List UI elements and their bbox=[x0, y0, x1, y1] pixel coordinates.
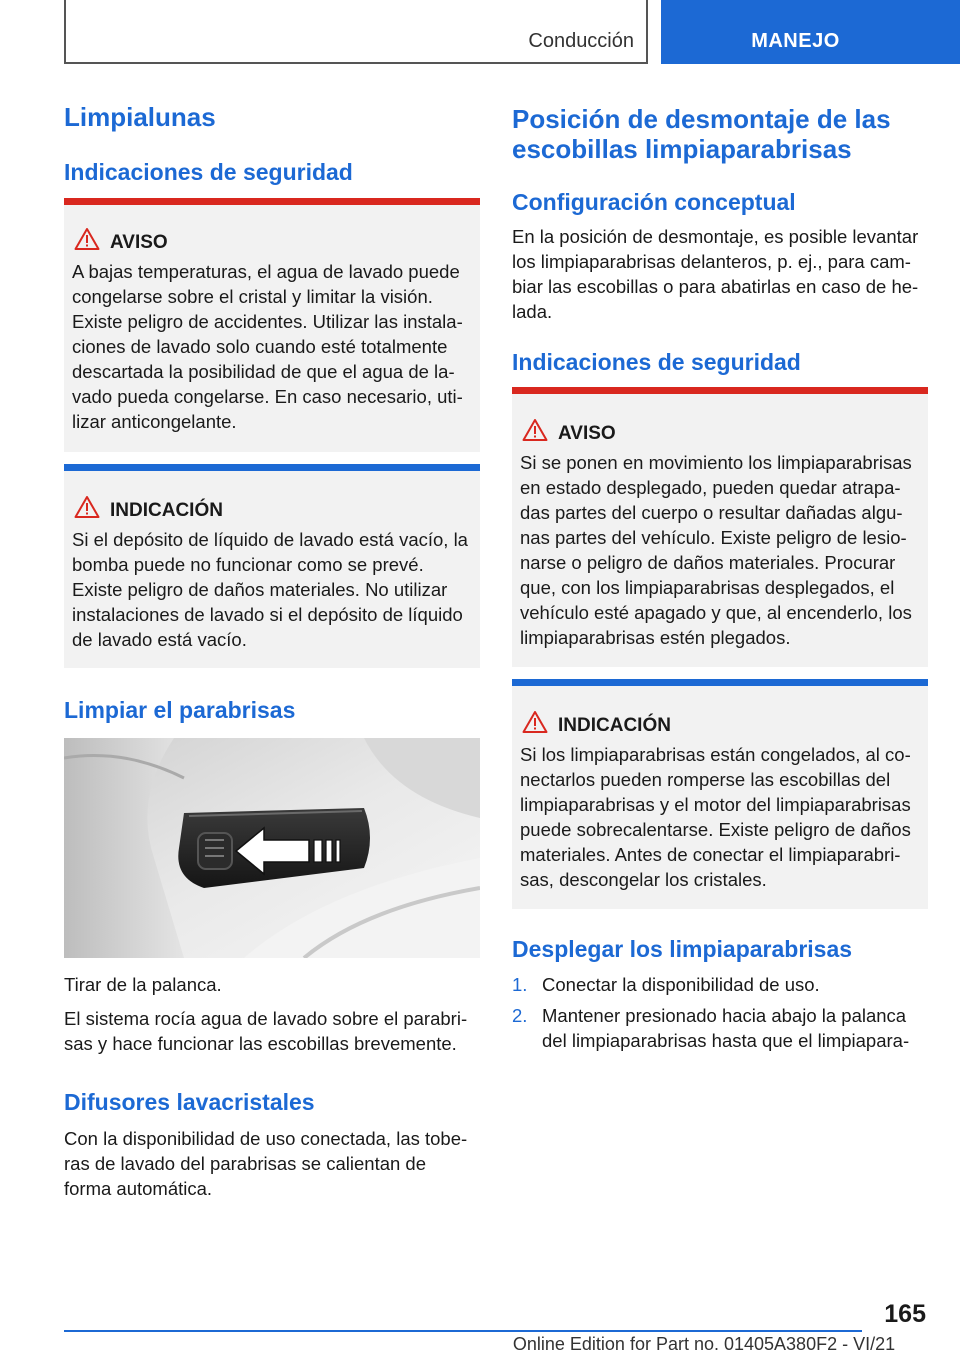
step-number: 2. bbox=[512, 1005, 528, 1026]
header-chapter-box bbox=[64, 0, 648, 64]
warning-triangle-icon bbox=[74, 227, 100, 251]
unfold-steps-list bbox=[512, 972, 928, 1053]
clean-caption: Tirar de la palanca. bbox=[64, 974, 222, 995]
notice-line: Si el depósito de líquido de lavado está vacío, la bbox=[72, 529, 468, 550]
notice-line: bomba puede no funcionar como se prevé. bbox=[72, 554, 424, 575]
text-line: los limpiaparabrisas delanteros, p. ej., para cam- bbox=[512, 251, 911, 272]
warning-line: vehículo esté apagado y que, al encenderlo, los bbox=[520, 602, 912, 623]
notice-label: INDICACIÓN bbox=[110, 500, 223, 521]
warning-box bbox=[512, 387, 928, 667]
notice-line: Existe peligro de daños materiales. No utilizar bbox=[72, 579, 448, 600]
notice-line: puede sobrecalentarse. Existe peligro de daños bbox=[520, 819, 911, 840]
step-number: 1. bbox=[512, 974, 528, 995]
notice-line: materiales. Antes de conectar el limpiaparabri- bbox=[520, 844, 901, 865]
warning-text bbox=[520, 450, 922, 650]
concept-text bbox=[512, 224, 918, 324]
notice-box bbox=[64, 464, 480, 668]
warning-line: en estado desplegado, pueden quedar atrapa- bbox=[520, 477, 901, 498]
notice-line: limpiaparabrisas y el motor del limpiaparabrisas bbox=[520, 794, 911, 815]
section-tab[interactable] bbox=[661, 0, 960, 64]
title-line: Posición de desmontaje de las bbox=[512, 104, 891, 134]
warning-triangle-icon bbox=[522, 418, 548, 442]
warning-line: lizar anticongelante. bbox=[72, 411, 237, 432]
section-title bbox=[512, 104, 891, 164]
text-line: Con la disponibilidad de uso conectada, las tobe- bbox=[64, 1128, 468, 1149]
wiper-lever-illustration bbox=[64, 738, 480, 958]
notice-line: nectarlos pueden romperse las escobillas del bbox=[520, 769, 891, 790]
nozzles-heading: Difusores lavacristales bbox=[64, 1089, 315, 1115]
chapter-title: Conducción bbox=[528, 30, 634, 52]
text-line: sas y hace funcionar las escobillas brevemente. bbox=[64, 1033, 457, 1054]
warning-line: limpiaparabrisas estén plegados. bbox=[520, 627, 791, 648]
clean-text bbox=[64, 1006, 467, 1056]
warning-line: vado pueda congelarse. En caso necesario, uti- bbox=[72, 386, 463, 407]
notice-label: INDICACIÓN bbox=[558, 715, 671, 736]
notice-line: instalaciones de lavado si el depósito de líquido bbox=[72, 604, 463, 625]
section-tab-label: MANEJO bbox=[751, 30, 840, 52]
step-text: del limpiaparabrisas hasta que el limpiapara- bbox=[542, 1030, 910, 1051]
step-text: Conectar la disponibilidad de uso. bbox=[542, 974, 820, 995]
footer-divider bbox=[64, 1330, 862, 1332]
safety-heading: Indicaciones de seguridad bbox=[64, 159, 353, 185]
title-line: escobillas limpiaparabrisas bbox=[512, 134, 852, 164]
wiper-lever-photo bbox=[64, 738, 480, 958]
notice-line: de lavado está vacío. bbox=[72, 629, 247, 650]
warning-line: nas partes del vehículo. Existe peligro de lesio- bbox=[520, 527, 907, 548]
warning-label: AVISO bbox=[110, 232, 168, 253]
section-title: Limpialunas bbox=[64, 102, 216, 132]
warning-line: das partes del cuerpo o resultar dañadas algu- bbox=[520, 502, 903, 523]
warning-line: Si se ponen en movimiento los limpiaparabrisas bbox=[520, 452, 912, 473]
text-line: biar las escobillas o para abatirlas en caso de he- bbox=[512, 276, 919, 297]
notice-line: Si los limpiaparabrisas están congelados, al co- bbox=[520, 744, 911, 765]
warning-line: descartada la posibilidad de que el agua de la- bbox=[72, 361, 455, 382]
notice-text bbox=[520, 742, 922, 892]
text-line: En la posición de desmontaje, es posible levantar bbox=[512, 226, 919, 247]
warning-triangle-icon bbox=[74, 495, 100, 519]
step-text: Mantener presionado hacia abajo la palanca bbox=[542, 1005, 907, 1026]
text-line: forma automática. bbox=[64, 1178, 213, 1199]
notice-box bbox=[512, 679, 928, 909]
warning-line: ciones de lavado solo cuando esté totalmente bbox=[72, 336, 448, 357]
warning-line: Existe peligro de accidentes. Utilizar las instala- bbox=[72, 311, 463, 332]
warning-text bbox=[72, 259, 474, 434]
list-item bbox=[512, 1003, 928, 1053]
warning-line: que, con los limpiaparabrisas desplegados, el bbox=[520, 577, 895, 598]
warning-box bbox=[64, 198, 480, 452]
notice-text bbox=[72, 527, 474, 652]
warning-line: A bajas temperaturas, el agua de lavado puede bbox=[72, 261, 460, 282]
unfold-wipers-heading: Desplegar los limpiaparabrisas bbox=[512, 936, 853, 962]
text-line: lada. bbox=[512, 301, 553, 322]
list-item bbox=[512, 972, 928, 997]
clean-windshield-heading: Limpiar el parabrisas bbox=[64, 697, 296, 723]
warning-line: congelarse sobre el cristal y limitar la visión. bbox=[72, 286, 433, 307]
page-number: 165 bbox=[884, 1300, 926, 1328]
nozzles-text bbox=[64, 1126, 467, 1201]
text-line: ras de lavado del parabrisas se calientan de bbox=[64, 1153, 427, 1174]
concept-heading: Configuración conceptual bbox=[512, 189, 796, 215]
warning-triangle-icon bbox=[522, 710, 548, 734]
warning-line: narse o peligro de daños materiales. Procurar bbox=[520, 552, 896, 573]
notice-line: sas, descongelar los cristales. bbox=[520, 869, 767, 890]
warning-label: AVISO bbox=[558, 423, 616, 444]
edition-note: Online Edition for Part no. 01405A380F2 - VI/21 bbox=[512, 1334, 896, 1354]
text-line: El sistema rocía agua de lavado sobre el parabri- bbox=[64, 1008, 468, 1029]
safety-heading: Indicaciones de seguridad bbox=[512, 349, 801, 375]
